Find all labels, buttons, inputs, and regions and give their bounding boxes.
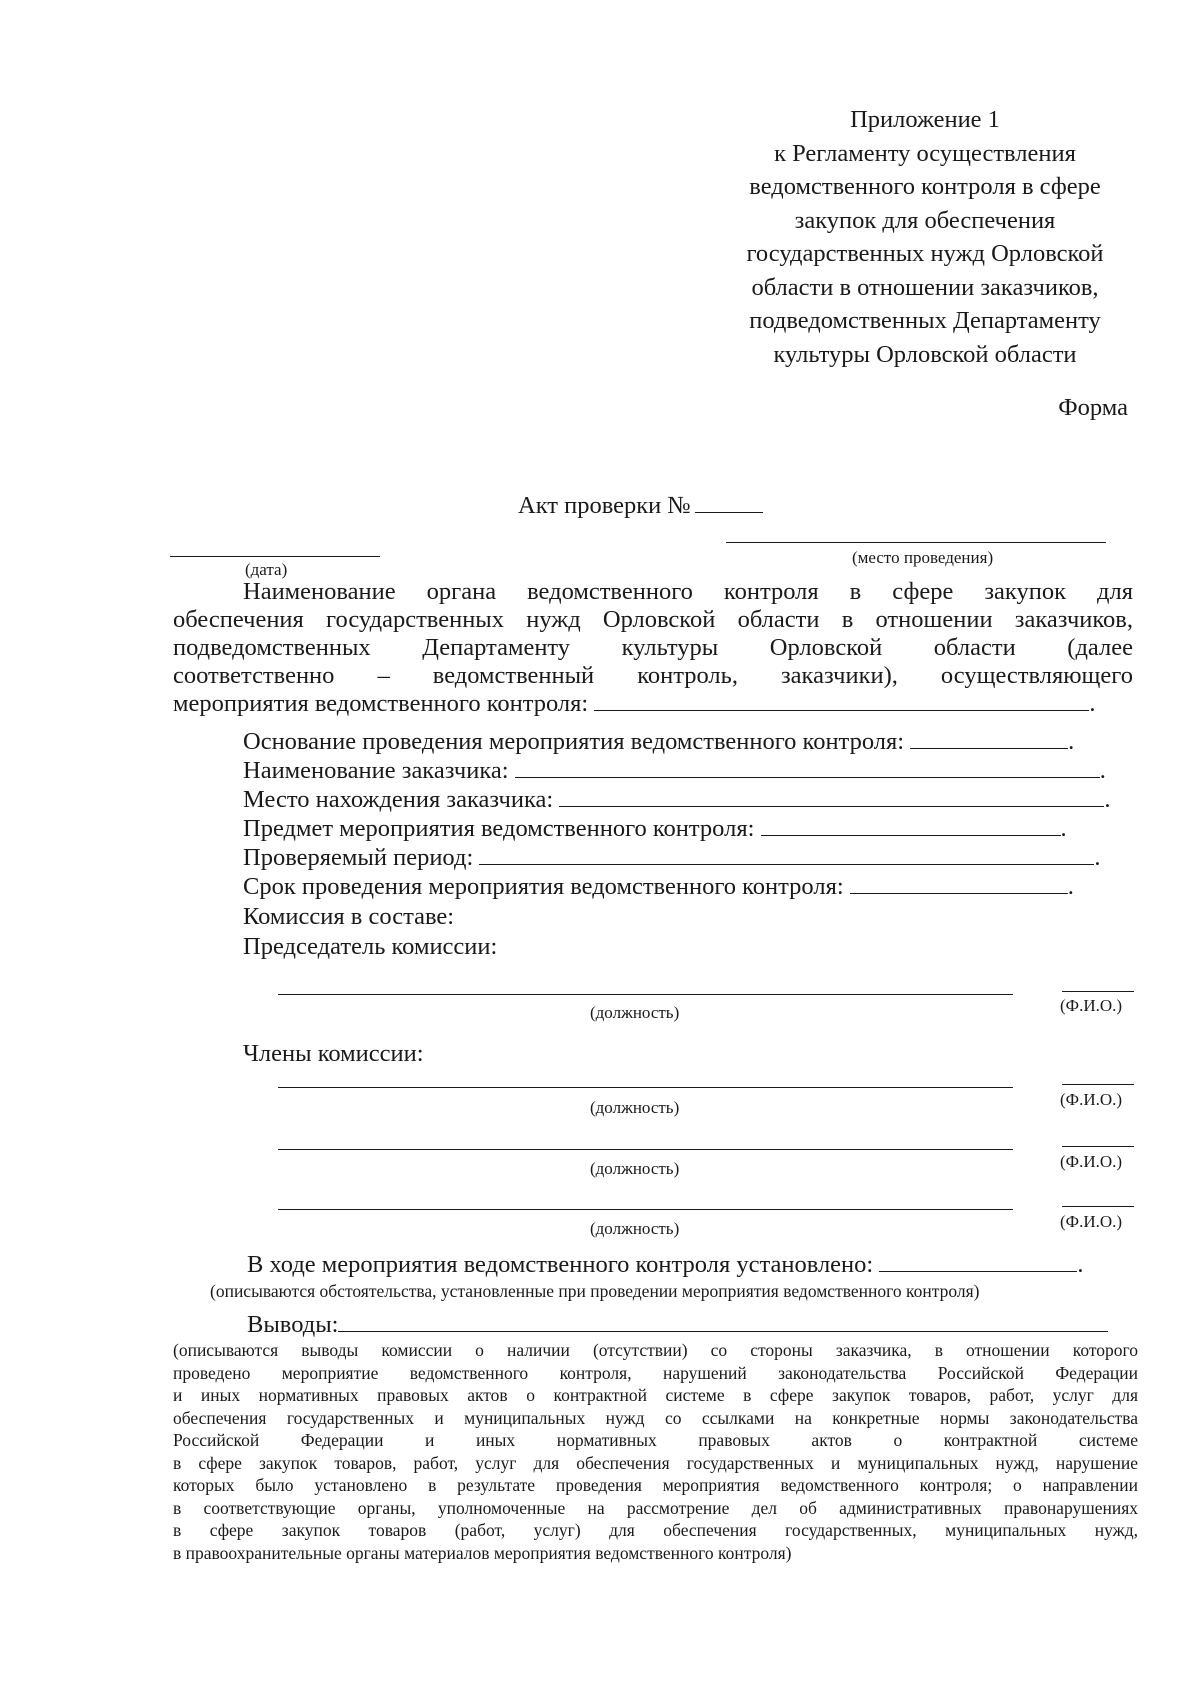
appendix-header	[705, 103, 1145, 371]
member-fio-field[interactable]	[1062, 1206, 1134, 1207]
note-line: и иных нормативных правовых актов о контрактной системе в сфере закупок товаров, работ, услуг для	[173, 1385, 1138, 1405]
member-position-field[interactable]	[278, 1149, 1013, 1150]
customer-name-field[interactable]	[515, 757, 1100, 778]
form-label: Форма	[1058, 394, 1128, 421]
paragraph-last-line: мероприятия ведомственного контроля: .	[173, 690, 1096, 717]
fio-caption: (Ф.И.О.)	[1060, 1090, 1123, 1109]
basis-row: Основание проведения мероприятия ведомственного контроля: .	[243, 728, 1075, 755]
conclusions-note	[173, 1339, 1138, 1564]
appendix-line: Приложение 1	[850, 106, 1000, 133]
paragraph-line: соответственно – ведомственный контроль, заказчики), осуществляющего	[173, 662, 1133, 689]
paragraph-line: мероприятия ведомственного контроля:	[173, 690, 589, 717]
position-caption: (должность)	[590, 1219, 680, 1238]
chairman-label: Председатель комиссии:	[243, 933, 498, 960]
member-fio-field[interactable]	[1062, 1146, 1134, 1147]
subject-row: Предмет мероприятия ведомственного контроля: .	[243, 815, 1067, 842]
appendix-line: к Регламенту осуществления	[774, 139, 1076, 167]
period-row: Проверяемый период: .	[243, 844, 1101, 871]
established-row: В ходе мероприятия ведомственного контроля установлено: .	[247, 1251, 1084, 1278]
term-label: Срок проведения мероприятия ведомственного контроля:	[243, 873, 844, 900]
basis-field[interactable]	[910, 728, 1068, 749]
member-position-field[interactable]	[278, 1209, 1013, 1210]
fio-caption: (Ф.И.О.)	[1060, 1152, 1123, 1171]
appendix-line: государственных нужд Орловской	[746, 240, 1104, 267]
period-label: Проверяемый период:	[243, 844, 474, 871]
note-line: (описываются выводы комиссии о наличии (отсутствии) со стороны заказчика, в отношении которого	[173, 1340, 1138, 1360]
note-line: проведено мероприятие ведомственного контроля, нарушений законодательства Российской Федерации	[173, 1362, 1138, 1383]
note-line: в сфере закупок товаров, работ, услуг для обеспечения государственных и муниципальных нужд, нарушение	[173, 1452, 1138, 1473]
date-caption: (дата)	[245, 560, 288, 579]
member-fio-field[interactable]	[1062, 1084, 1134, 1085]
appendix-line: подведомственных Департаменту	[749, 307, 1101, 334]
place-caption: (место проведения)	[852, 548, 994, 567]
commission-label: Комиссия в составе:	[243, 903, 455, 930]
fio-caption: (Ф.И.О.)	[1060, 1212, 1123, 1231]
organ-paragraph	[173, 578, 1133, 718]
customer-location-row: Место нахождения заказчика: .	[243, 786, 1111, 813]
place-field[interactable]	[726, 542, 1106, 543]
note-line: в правоохранительные органы материалов мероприятия ведомственного контроля)	[173, 1542, 792, 1563]
appendix-line: закупок для обеспечения	[794, 206, 1056, 234]
established-note: (описываются обстоятельства, установленные при проведении мероприятия ведомственного контроля)	[210, 1281, 980, 1301]
appendix-line: ведомственного контроля в сфере	[749, 173, 1101, 200]
paragraph-line: обеспечения государственных нужд Орловской области в отношении заказчиков,	[173, 606, 1133, 633]
subject-label: Предмет мероприятия ведомственного контроля:	[243, 815, 755, 842]
chairman-position-field[interactable]	[278, 994, 1013, 995]
established-field[interactable]	[879, 1251, 1077, 1272]
paragraph-line: подведомственных Департаменту культуры Орловской области (далее	[173, 634, 1133, 661]
organ-name-field[interactable]	[594, 690, 1089, 711]
position-caption: (должность)	[590, 1003, 680, 1022]
customer-location-label: Место нахождения заказчика:	[243, 786, 554, 813]
note-line: обеспечения государственных и муниципальных нужд со ссылками на конкретные нормы законодательства	[173, 1407, 1138, 1428]
note-line: которых было установлено в результате проведения мероприятия ведомственного контроля; о направлении	[173, 1475, 1138, 1495]
appendix-line: культуры Орловской области	[773, 340, 1077, 368]
conclusions-field[interactable]	[338, 1311, 1108, 1332]
customer-name-label: Наименование заказчика:	[243, 757, 509, 784]
members-label: Члены комиссии:	[243, 1040, 424, 1067]
act-title-text: Акт проверки №	[518, 492, 691, 519]
paragraph-line: Наименование органа ведомственного контроля в сфере закупок для	[243, 578, 1133, 605]
term-row: Срок проведения мероприятия ведомственного контроля: .	[243, 873, 1074, 900]
customer-location-field[interactable]	[559, 786, 1104, 807]
basis-label: Основание проведения мероприятия ведомственного контроля:	[243, 728, 905, 755]
period-field[interactable]	[479, 844, 1094, 865]
member-position-field[interactable]	[278, 1087, 1013, 1088]
note-line: в сфере закупок товаров (работ, услуг) для обеспечения государственных, муниципальных нужд,	[173, 1520, 1138, 1540]
customer-name-row: Наименование заказчика: .	[243, 757, 1106, 784]
conclusions-row	[247, 1311, 1108, 1339]
act-number-field[interactable]	[695, 492, 763, 513]
conclusions-label: Выводы:	[247, 1311, 339, 1338]
note-line: Российской Федерации и иных нормативных правовых актов о контрактной системе	[173, 1430, 1138, 1450]
position-caption: (должность)	[590, 1159, 680, 1178]
appendix-line: области в отношении заказчиков,	[751, 273, 1099, 301]
date-field[interactable]	[170, 556, 380, 557]
act-title	[518, 492, 763, 520]
established-label: В ходе мероприятия ведомственного контроля установлено:	[247, 1251, 874, 1278]
subject-field[interactable]	[761, 815, 1061, 836]
chairman-fio-field[interactable]	[1062, 991, 1134, 992]
note-line: в соответствующие органы, уполномоченные на рассмотрение дел об административных правонарушениях	[173, 1497, 1138, 1518]
term-field[interactable]	[850, 873, 1068, 894]
fio-caption: (Ф.И.О.)	[1060, 996, 1123, 1015]
position-caption: (должность)	[590, 1098, 680, 1117]
